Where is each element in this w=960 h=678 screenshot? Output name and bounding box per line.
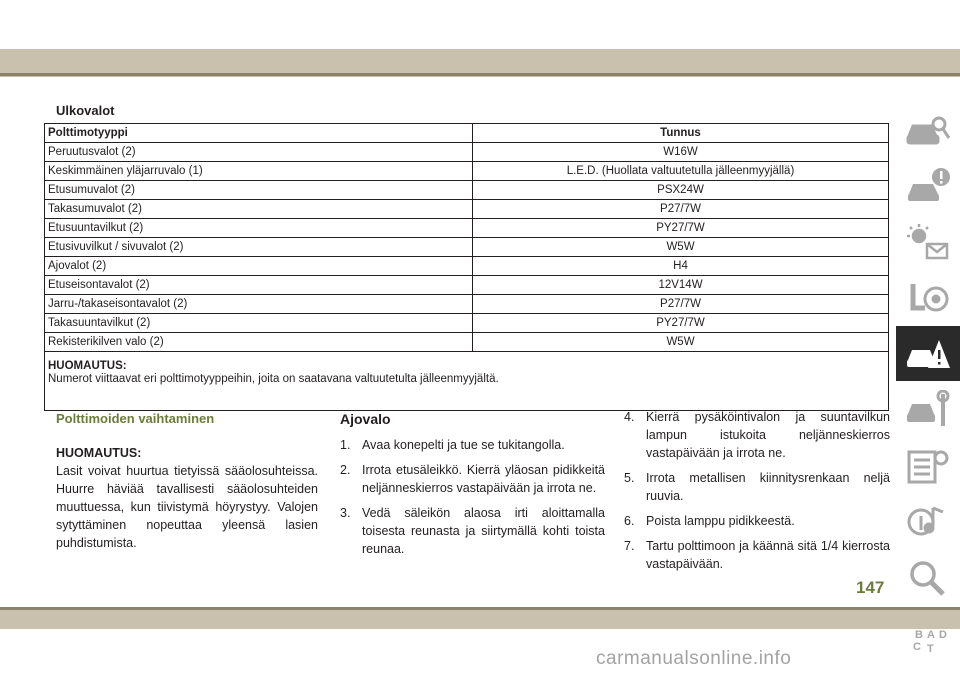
bulb-code-cell: H4 [473, 257, 889, 276]
table-row [45, 219, 889, 238]
seat-steering-icon [905, 278, 951, 318]
tab-multimedia[interactable] [896, 494, 960, 550]
svg-text:T: T [927, 642, 934, 654]
footer-band-line [0, 607, 960, 610]
bulb-code-cell: PSX24W [473, 181, 889, 200]
column-headlamp [340, 408, 605, 565]
table-row [45, 276, 889, 295]
tab-seat-steering[interactable] [896, 270, 960, 326]
table-note-row [45, 352, 889, 411]
step-item [340, 504, 605, 558]
bulb-type-cell: Keskimmäinen yläjarruvalo (1) [45, 162, 473, 181]
step-text: Tartu polttimoon ja käännä sitä 1/4 kierrosta vastapäivään. [646, 539, 890, 571]
header-band-line [0, 73, 960, 76]
magnifier-icon [905, 558, 951, 598]
table-note-text: Numerot viittaavat eri polttimotyyppeihin, joita on saatavana valtuutetulta jälleenmyyjältä. [48, 373, 499, 385]
svg-text:C: C [913, 640, 921, 653]
table-row [45, 181, 889, 200]
step-number: 3. [340, 506, 351, 520]
table-row [45, 238, 889, 257]
column-header-code: Tunnus [473, 124, 889, 143]
footer-band [0, 607, 960, 629]
chapter-tabs [896, 102, 960, 662]
bulb-code-cell: PY27/7W [473, 219, 889, 238]
step-number: 6. [624, 514, 635, 528]
car-tools-icon [905, 390, 951, 430]
svg-text:B: B [915, 628, 923, 641]
bulb-type-cell: Etusivuvilkut / sivuvalot (2) [45, 238, 473, 257]
warning-light-message-icon [905, 222, 951, 262]
step-text: Irrota etusäleikkö. Kierrä yläosan pidikkeitä neljänneskierros vastapäivään ja irrota ne. [362, 463, 605, 495]
bulb-type-cell: Etuseisontavalot (2) [45, 276, 473, 295]
bulb-type-cell: Peruutusvalot (2) [45, 143, 473, 162]
table-header-row [45, 124, 889, 143]
section-title: Ulkovalot [56, 103, 115, 118]
bulb-code-cell: W5W [473, 333, 889, 352]
tab-maintenance[interactable] [896, 382, 960, 438]
step-text: Vedä säleikön alaosa irti aloittamalla toisesta reunasta ja siirtymällä kohti toista reunaa. [362, 506, 605, 556]
column-bulb-replacement [56, 408, 318, 552]
step-item [624, 512, 890, 530]
header-band [0, 49, 960, 77]
table-note-title: HUOMAUTUS: [48, 360, 127, 372]
table-row [45, 333, 889, 352]
steps-list-2 [624, 408, 890, 573]
step-text: Avaa konepelti ja tue se tukitangolla. [362, 438, 565, 452]
car-key-search-icon [905, 110, 951, 150]
watermark-text: carmanualsonline.info [596, 648, 792, 669]
tab-specifications[interactable] [896, 438, 960, 494]
table-row [45, 200, 889, 219]
step-number: 5. [624, 471, 635, 485]
bulb-type-cell: Jarru-/takaseisontavalot (2) [45, 295, 473, 314]
svg-text:D: D [939, 628, 947, 641]
checklist-gear-icon [905, 446, 951, 486]
step-text: Poista lamppu pidikkeestä. [646, 514, 795, 528]
step-item [624, 537, 890, 573]
column-header-bulb-type: Polttimotyyppi [45, 124, 473, 143]
bulb-type-cell: Takasuuntavilkut (2) [45, 314, 473, 333]
table-row [45, 314, 889, 333]
column-headlamp-continued [624, 408, 890, 580]
tab-vehicle-key[interactable] [896, 102, 960, 158]
tab-search[interactable] [896, 550, 960, 606]
bulb-code-cell: 12V14W [473, 276, 889, 295]
table-note [45, 352, 889, 411]
car-info-icon [905, 166, 951, 206]
tab-vehicle-info[interactable] [896, 158, 960, 214]
heading-headlamp: Ajovalo [340, 411, 391, 427]
step-item [624, 469, 890, 505]
tab-emergency[interactable] [896, 326, 960, 382]
bulb-type-cell: Ajovalot (2) [45, 257, 473, 276]
step-item [340, 461, 605, 497]
bulb-code-cell: P27/7W [473, 295, 889, 314]
bulb-code-cell: P27/7W [473, 200, 889, 219]
heading-bulb-replacement: Polttimoiden vaihtaminen [56, 411, 215, 426]
bulb-type-cell: Etusumuvalot (2) [45, 181, 473, 200]
step-item [624, 408, 890, 462]
steps-list-1 [340, 436, 605, 558]
table-row [45, 257, 889, 276]
table-row [45, 143, 889, 162]
bulb-type-cell: Takasumuvalot (2) [45, 200, 473, 219]
note-text: Lasit voivat huurtua tietyissä sääolosuhteissa. Huurre häviää tavallisesti sääolosuhteiden muuttuessa, kun tiivistymä höyrystyy. Valojen sytyttäminen nopeuttaa yleensä lasien puhdistumista. [56, 464, 318, 550]
hazard-car-icon [905, 334, 951, 374]
step-number: 4. [624, 410, 635, 424]
bulb-code-cell: L.E.D. (Huollata valtuutetulla jälleenmyyjällä) [473, 162, 889, 181]
step-number: 2. [340, 463, 351, 477]
note-title: HUOMAUTUS: [56, 446, 142, 460]
step-text: Kierrä pysäköintivalon ja suuntavilkun lampun istukoita neljänneskierros vastapäivään ja irrota ne. [646, 410, 890, 460]
page-number: 147 [856, 578, 885, 597]
bulb-table [44, 123, 889, 411]
bulb-type-cell: Etusuuntavilkut (2) [45, 219, 473, 238]
bulb-code-cell: W5W [473, 238, 889, 257]
table-row [45, 162, 889, 181]
svg-text:A: A [927, 628, 935, 641]
table-row [45, 295, 889, 314]
step-text: Irrota metallisen kiinnitysrenkaan neljä ruuvia. [646, 471, 890, 503]
bulb-type-cell: Rekisterikilven valo (2) [45, 333, 473, 352]
music-nav-icon [905, 502, 951, 542]
step-number: 7. [624, 539, 635, 553]
step-item [340, 436, 605, 454]
step-number: 1. [340, 438, 351, 452]
bulb-code-cell: PY27/7W [473, 314, 889, 333]
tab-warning-lights[interactable] [896, 214, 960, 270]
bulb-code-cell: W16W [473, 143, 889, 162]
